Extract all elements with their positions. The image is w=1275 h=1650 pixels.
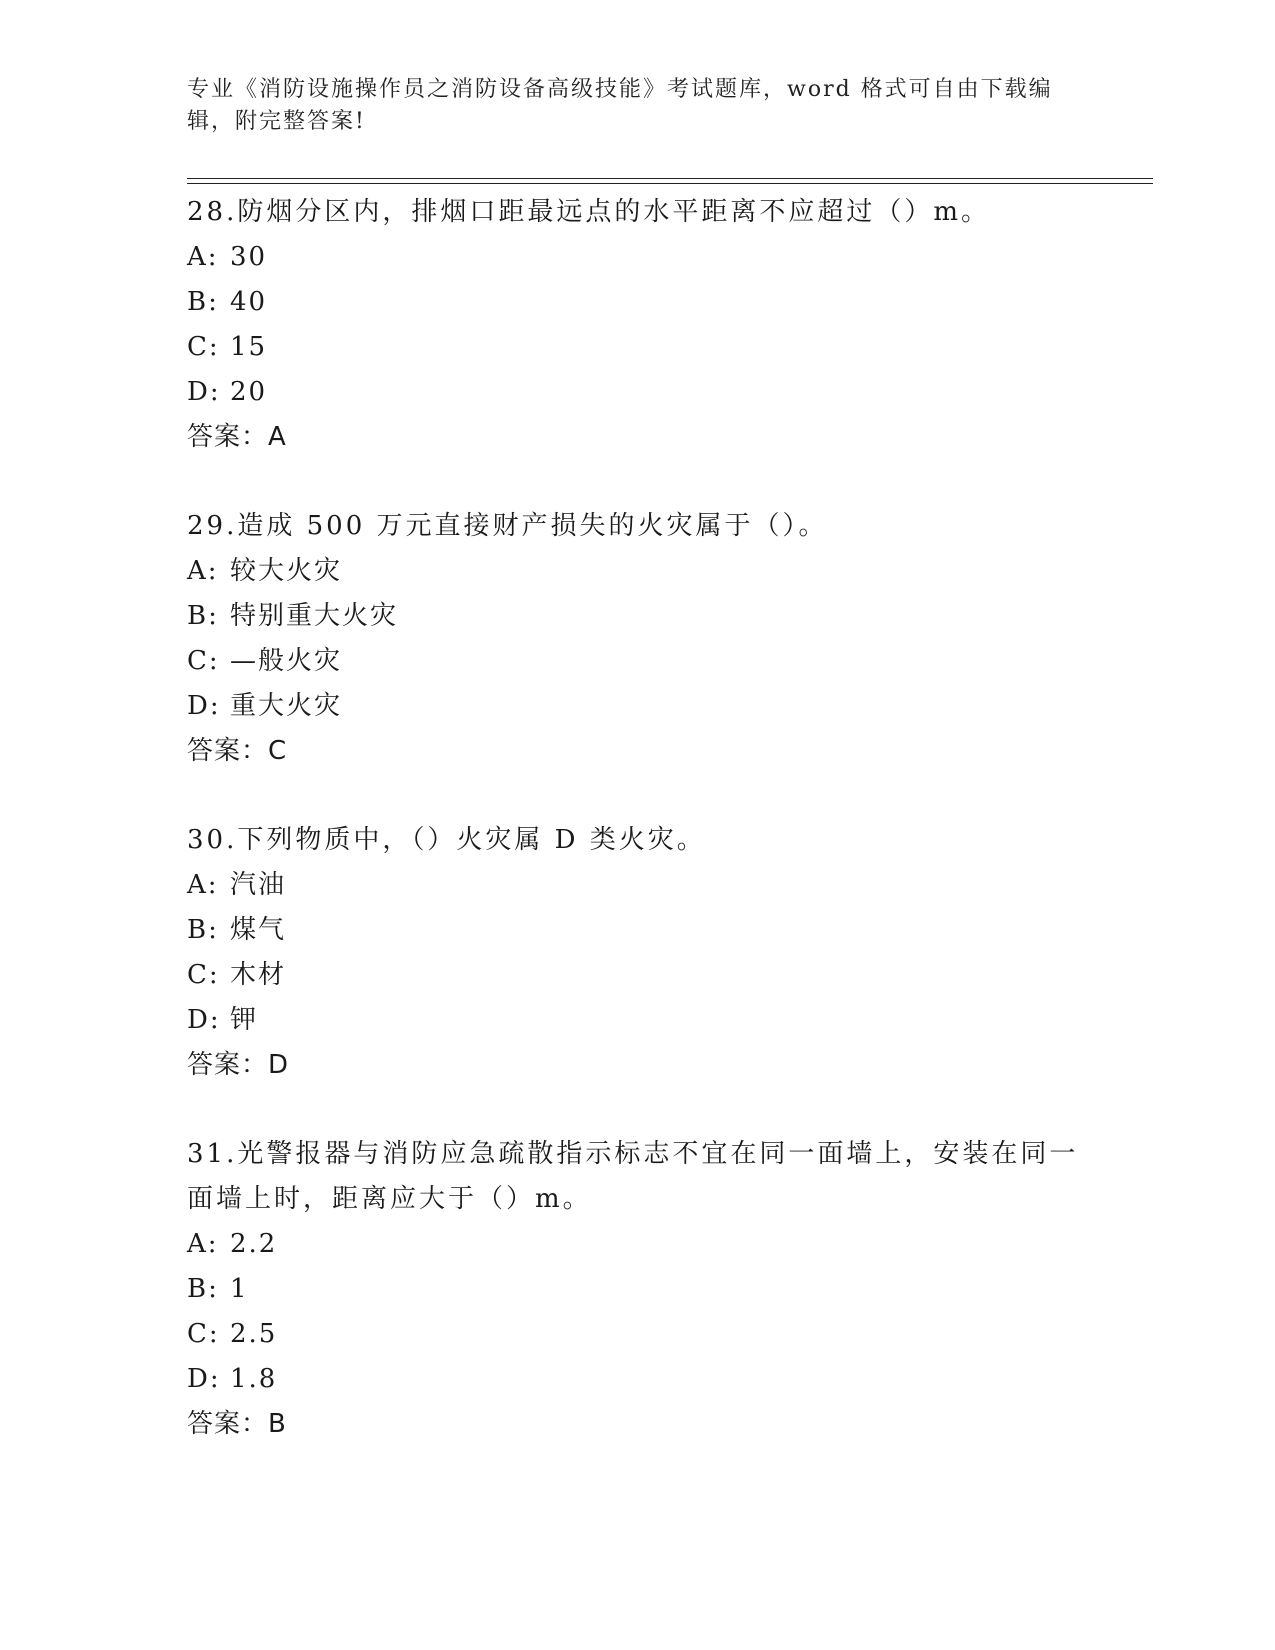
answer-line: 答案：A — [187, 422, 287, 452]
option-a — [187, 863, 1087, 908]
option-a — [187, 235, 1087, 280]
option-key: A: — [187, 1229, 219, 1259]
question-item — [187, 818, 1087, 1088]
question-stem: 29.造成 500 万元直接财产损失的火灾属于（）。 — [187, 511, 828, 541]
question-item — [187, 504, 1087, 774]
option-text: 汽油 — [230, 870, 287, 900]
option-text: —般火灾 — [230, 646, 343, 676]
option-d — [187, 370, 1087, 415]
question-item — [187, 190, 1087, 460]
option-c — [187, 953, 1087, 998]
header-divider-top — [187, 178, 1153, 179]
option-key: A: — [187, 556, 219, 586]
option-key: A: — [187, 870, 219, 900]
option-key: D: — [187, 1005, 221, 1035]
option-d — [187, 998, 1087, 1043]
option-a — [187, 1222, 1087, 1267]
answer-line: 答案：C — [187, 736, 288, 766]
option-key: A: — [187, 242, 219, 272]
option-key: B: — [187, 601, 219, 631]
option-text: 重大火灾 — [230, 691, 343, 721]
option-c — [187, 1312, 1087, 1357]
option-key: D: — [187, 691, 221, 721]
option-text: 1 — [230, 1274, 249, 1304]
option-b — [187, 1267, 1087, 1312]
option-b — [187, 280, 1087, 325]
question-item — [187, 1132, 1087, 1447]
option-d — [187, 684, 1087, 729]
option-c — [187, 639, 1087, 684]
option-key: B: — [187, 915, 219, 945]
option-d — [187, 1357, 1087, 1402]
option-key: D: — [187, 1364, 221, 1394]
option-key: C: — [187, 646, 220, 676]
option-key: C: — [187, 1319, 220, 1349]
question-list — [187, 190, 1087, 1491]
option-text: 15 — [230, 332, 268, 362]
option-text: 30 — [230, 242, 268, 272]
question-stem: 28.防烟分区内，排烟口距最远点的水平距离不应超过（）m。 — [187, 197, 991, 227]
option-text: 特别重大火灾 — [230, 601, 399, 631]
option-text: 20 — [230, 377, 268, 407]
option-c — [187, 325, 1087, 370]
option-key: B: — [187, 1274, 219, 1304]
option-text: 木材 — [230, 960, 287, 990]
option-key: C: — [187, 960, 220, 990]
option-text: 2.2 — [230, 1229, 278, 1259]
option-text: 煤气 — [230, 915, 287, 945]
option-text: 2.5 — [230, 1319, 278, 1349]
question-stem: 30.下列物质中，（）火灾属 D 类火灾。 — [187, 825, 706, 855]
option-text: 40 — [230, 287, 268, 317]
option-key: B: — [187, 287, 219, 317]
option-text: 较大火灾 — [230, 556, 343, 586]
option-b — [187, 594, 1087, 639]
option-key: C: — [187, 332, 220, 362]
option-text: 1.8 — [230, 1364, 278, 1394]
question-stem: 31.光警报器与消防应急疏散指示标志不宜在同一面墙上，安装在同一面墙上时，距离应大于（）m。 — [187, 1139, 1079, 1214]
option-key: D: — [187, 377, 221, 407]
option-b — [187, 908, 1087, 953]
answer-line: 答案：D — [187, 1050, 290, 1080]
answer-line: 答案：B — [187, 1409, 287, 1439]
header-note: 专业《消防设施操作员之消防设备高级技能》考试题库，word 格式可自由下载编辑，附完整答案! — [187, 77, 1053, 134]
option-text: 钾 — [230, 1005, 259, 1035]
option-a — [187, 549, 1087, 594]
header-divider-bottom — [187, 183, 1153, 184]
